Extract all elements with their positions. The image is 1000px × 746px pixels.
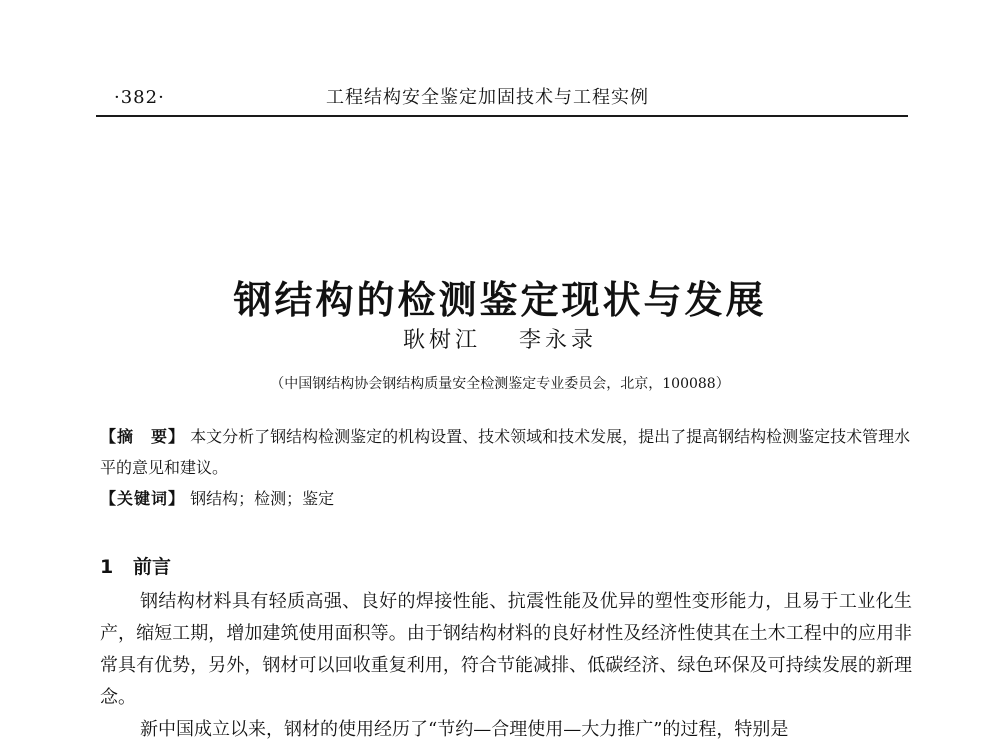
abstract-label: 【摘 要】	[100, 427, 186, 446]
abstract-text: 本文分析了钢结构检测鉴定的机构设置、技术领域和技术发展，提出了提高钢结构检测鉴定技术管理水平的意见和建议。	[100, 427, 911, 477]
author-affiliation: （中国钢结构协会钢结构质量安全检测鉴定专业委员会，北京，100088）	[270, 376, 730, 392]
running-head	[96, 84, 908, 114]
section-number: 1	[100, 556, 114, 578]
author-name: 耿树江	[402, 328, 481, 353]
keywords-label: 【关键词】	[100, 489, 186, 508]
author-name: 李永录	[519, 328, 598, 353]
section-title: 前言	[133, 556, 172, 578]
book-title: 工程结构安全鉴定加固技术与工程实例	[326, 87, 649, 108]
header-rule	[96, 115, 908, 117]
body-paragraph: 钢结构材料具有轻质高强、良好的焊接性能、抗震性能及优异的塑性变形能力，且易于工业化生产，缩短工期，增加建筑使用面积等。由于钢结构材料的良好材性及经济性使其在土木工程中的应用非常具有优势，另外，钢材可以回收重复利用，符合节能减排、低碳经济、绿色环保及可持续发展的新理念。	[100, 591, 912, 708]
section-heading	[100, 552, 912, 582]
abstract	[100, 421, 912, 483]
keywords-text: 钢结构；检测；鉴定	[190, 489, 335, 508]
body-paragraph: 新中国成立以来，钢材的使用经历了“节约—合理使用—大力推广”的过程，特别是	[140, 719, 789, 740]
article-title: 钢结构的检测鉴定现状与发展	[233, 278, 767, 323]
page-number: ·382·	[114, 87, 165, 108]
body-text	[100, 586, 912, 746]
author-list	[0, 326, 1000, 356]
keywords	[100, 483, 912, 514]
